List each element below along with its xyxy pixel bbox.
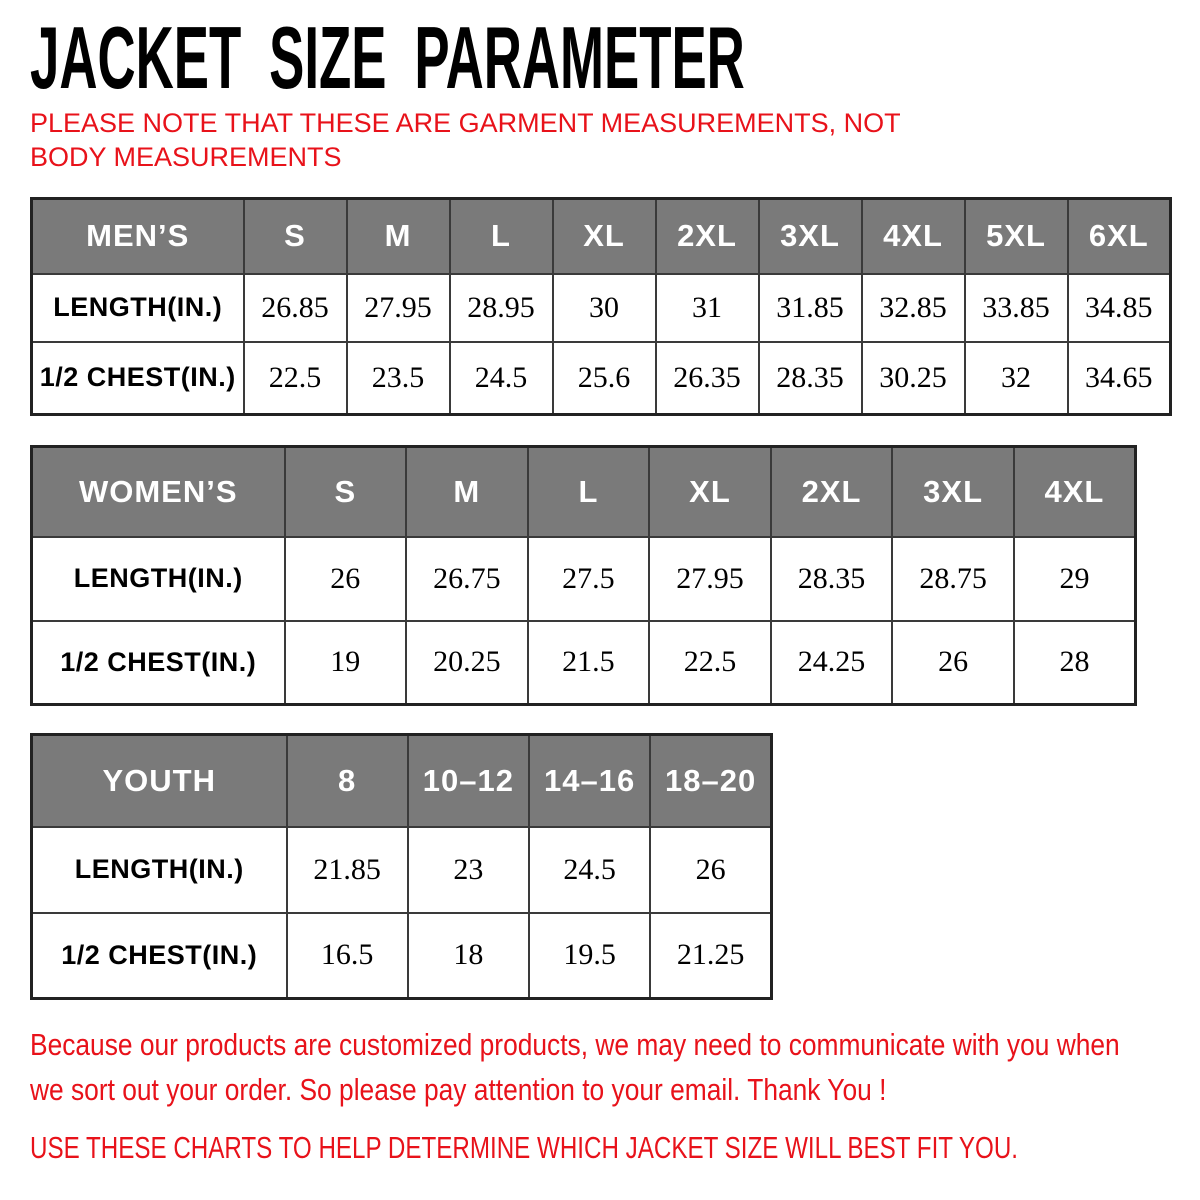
value-cell: 28.95 <box>450 274 553 342</box>
womens-size-header: XL <box>649 447 771 537</box>
value-cell: 27.5 <box>528 537 650 621</box>
youth-header-row <box>32 735 772 827</box>
value-cell: 19.5 <box>529 913 650 999</box>
value-cell: 21.25 <box>650 913 771 999</box>
womens-table-title: WOMEN’S <box>32 447 285 537</box>
value-cell: 28 <box>1014 621 1136 705</box>
value-cell: 26 <box>650 827 771 913</box>
youth-size-header: 18–20 <box>650 735 771 827</box>
row-label: 1/2 CHEST(IN.) <box>32 913 287 999</box>
youth-size-header: 8 <box>287 735 408 827</box>
womens-size-header: 3XL <box>892 447 1014 537</box>
value-cell: 24.5 <box>529 827 650 913</box>
value-cell: 32.85 <box>862 274 965 342</box>
value-cell: 31 <box>656 274 759 342</box>
mens-size-header: 3XL <box>759 199 862 274</box>
mens-size-header: XL <box>553 199 656 274</box>
customization-notice: Because our products are customized products, we may need to communicate with you when we sort out your order. So please pay attention to your email. Thank You ! <box>30 1027 1120 1107</box>
value-cell: 24.5 <box>450 342 553 415</box>
value-cell: 26 <box>285 537 407 621</box>
page-title: JACKET SIZE PARAMETER <box>30 8 745 107</box>
youth-chest-row <box>32 913 772 999</box>
womens-size-header: 2XL <box>771 447 893 537</box>
mens-chest-row <box>32 342 1171 415</box>
womens-size-header: S <box>285 447 407 537</box>
value-cell: 33.85 <box>965 274 1068 342</box>
row-label: LENGTH(IN.) <box>32 274 244 342</box>
chart-usage-notice: USE THESE CHARTS TO HELP DETERMINE WHICH JACKET SIZE WILL BEST FIT YOU. <box>30 1130 1019 1165</box>
value-cell: 34.65 <box>1068 342 1171 415</box>
mens-size-table <box>30 197 1172 416</box>
womens-size-header: L <box>528 447 650 537</box>
youth-table-title: YOUTH <box>32 735 287 827</box>
mens-size-header: 4XL <box>862 199 965 274</box>
row-label: LENGTH(IN.) <box>32 827 287 913</box>
value-cell: 20.25 <box>406 621 528 705</box>
value-cell: 22.5 <box>244 342 347 415</box>
value-cell: 26.75 <box>406 537 528 621</box>
value-cell: 21.85 <box>287 827 408 913</box>
row-label: 1/2 CHEST(IN.) <box>32 621 285 705</box>
value-cell: 28.35 <box>759 342 862 415</box>
value-cell: 28.75 <box>892 537 1014 621</box>
womens-size-header: M <box>406 447 528 537</box>
value-cell: 34.85 <box>1068 274 1171 342</box>
value-cell: 32 <box>965 342 1068 415</box>
value-cell: 18 <box>408 913 529 999</box>
value-cell: 21.5 <box>528 621 650 705</box>
mens-size-header: 2XL <box>656 199 759 274</box>
value-cell: 16.5 <box>287 913 408 999</box>
youth-size-header: 14–16 <box>529 735 650 827</box>
value-cell: 25.6 <box>553 342 656 415</box>
value-cell: 26 <box>892 621 1014 705</box>
womens-size-table <box>30 445 1137 706</box>
youth-size-header: 10–12 <box>408 735 529 827</box>
mens-size-header: 6XL <box>1068 199 1171 274</box>
value-cell: 31.85 <box>759 274 862 342</box>
row-label: LENGTH(IN.) <box>32 537 285 621</box>
mens-size-header: L <box>450 199 553 274</box>
garment-measurement-note: PLEASE NOTE THAT THESE ARE GARMENT MEASUREMENTS, NOT BODY MEASUREMENTS <box>30 108 901 172</box>
mens-table-title: MEN’S <box>32 199 244 274</box>
value-cell: 30.25 <box>862 342 965 415</box>
value-cell: 27.95 <box>347 274 450 342</box>
womens-header-row <box>32 447 1136 537</box>
value-cell: 23.5 <box>347 342 450 415</box>
mens-size-header: 5XL <box>965 199 1068 274</box>
value-cell: 28.35 <box>771 537 893 621</box>
value-cell: 26.35 <box>656 342 759 415</box>
value-cell: 22.5 <box>649 621 771 705</box>
value-cell: 24.25 <box>771 621 893 705</box>
value-cell: 27.95 <box>649 537 771 621</box>
mens-size-header: M <box>347 199 450 274</box>
value-cell: 23 <box>408 827 529 913</box>
value-cell: 19 <box>285 621 407 705</box>
value-cell: 26.85 <box>244 274 347 342</box>
womens-chest-row <box>32 621 1136 705</box>
value-cell: 30 <box>553 274 656 342</box>
youth-length-row <box>32 827 772 913</box>
row-label: 1/2 CHEST(IN.) <box>32 342 244 415</box>
youth-size-table <box>30 733 773 1000</box>
mens-size-header: S <box>244 199 347 274</box>
womens-length-row <box>32 537 1136 621</box>
womens-size-header: 4XL <box>1014 447 1136 537</box>
mens-header-row <box>32 199 1171 274</box>
value-cell: 29 <box>1014 537 1136 621</box>
mens-length-row <box>32 274 1171 342</box>
